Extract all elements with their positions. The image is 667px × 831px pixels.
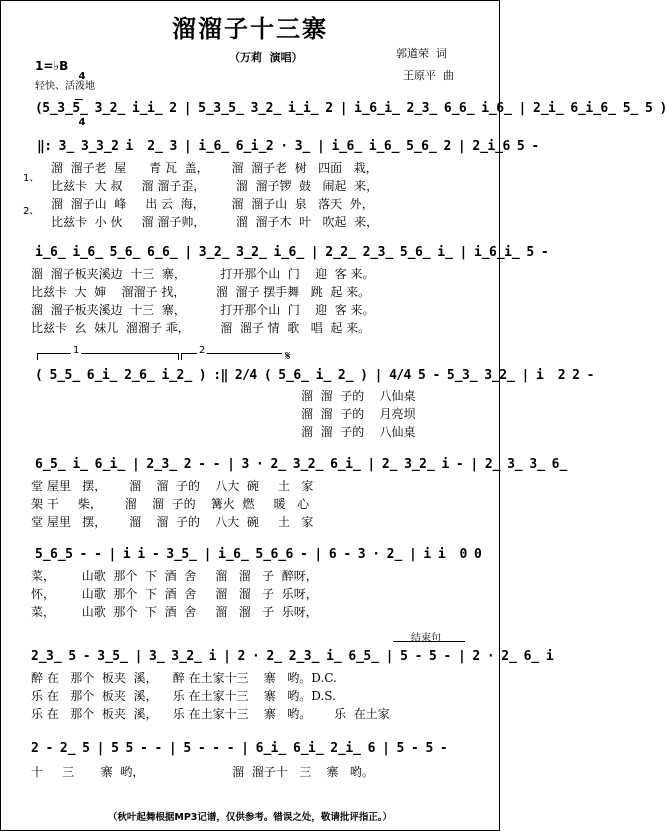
system-3-notes: ( 5̲5̲ 6̲i̲ 2̲6̲ i̲2̲ ) :‖ 2/4 ( 5̲6̲ i̲ 2̲ ) | 4/4 5 - 5̲3̲ 3̲2̲ | i 2 2 - [35, 368, 594, 383]
system-6-notes: 2̲3̲ 5 - 3̲5̲ | 3̲ 3̲2̲ i | 2 · 2̲ 2̲3̲ i̲ 6̲5̲ | 5 - 5 - | 2 · 2̲ 6̲ i [31, 649, 554, 664]
intro-line: (5̲3̲5̲ 3̲2̲ i̲i̲ 2 | 5̲3̲5̲ 3̲2̲ i̲i̲ 2 | i̲6̲i̲ 2̲3̲ 6̲6̲ i̲6̲ | 2̲i̲ 6̲i̲6̲ 5̲ 5 ) [35, 101, 667, 116]
footer-note: （秋叶起舞根据MP3记谱，仅供参考。错误之处，敬请批评指正。） [107, 812, 393, 823]
system-1-notes: ‖: 3̲ 3̲3̲2 i 2̲ 3 | i̲6̲ 6̲i̲2 · 3̲ | i̲6̲ i̲6̲ 5̲6̲ 2 | 2̲i̲6 5 - [37, 139, 539, 154]
system-5-lyric-1: 菜， 山歌 那个 下 酒 舍 溜 溜 子 醉呀， [31, 569, 318, 583]
time-signature-top: 4 [78, 71, 86, 82]
system-6-lyric-1: 醉 在 那个 板夹 溪， 醉 在土家十三 寨 哟。D.C. [31, 671, 337, 685]
system-2-lyric-1: 溜 溜子板夹溪边 十三 寨， 打开那个山 门 迎 客 来。 [31, 267, 375, 281]
verse-1-label: 1、 [23, 173, 40, 184]
system-5-lyric-2: 怀， 山歌 那个 下 酒 舍 溜 溜 子 乐呀， [31, 587, 318, 601]
system-3-lyric-3: 溜 溜 子的 八仙桌 [301, 425, 416, 439]
segno-sign: 𝄋 [285, 349, 291, 364]
time-signature-line [75, 99, 83, 100]
ending-bracket [393, 641, 465, 642]
volta-2-label: 2 [199, 345, 206, 356]
system-7-notes: 2 - 2̲ 5 | 5 5 - - | 5 - - - | 6̲i̲ 6̲i̲ 2̲i̲ 6 | 5 - 5 - [31, 741, 448, 756]
system-6-lyric-3: 乐 在 那个 板夹 溪， 乐 在土家十三 寨 哟。 乐 在土家 [31, 707, 390, 721]
system-4-lyric-1: 堂 屋里 摆， 溜 溜 子的 八大 碗 土 家 [31, 479, 314, 493]
system-7-lyric-1: 十 三 寨 哟， 溜 溜子十 三 寨 哟。 [31, 765, 374, 779]
verse-2-label: 2、 [23, 206, 40, 217]
system-2-notes: i̲6̲ i̲6̲ 5̲6̲ 6̲6̲ | 3̲2̲ 3̲2̲ i̲6̲ | 2̲2̲ 2̲3̲ 5̲6̲ i̲ | i̲6̲i̲ 5 - [35, 245, 549, 260]
system-1-lyric-2: 比兹卡 大 叔 溜 溜子歪， 溜 溜子锣 鼓 闹起 来， [51, 179, 379, 193]
song-title: 溜溜子十三寨 [172, 15, 328, 43]
system-2-lyric-4: 比兹卡 幺 妹儿 溜溜子 乖， 溜 溜子 情 歌 唱 起 来。 [31, 321, 371, 335]
system-6-lyric-2: 乐 在 那个 板夹 溪， 乐 在土家十三 寨 哟。D.S. [31, 689, 336, 703]
system-5-notes: 5̲6̲5 - - | i i - 3̲5̲ | i̲6̲ 5̲6̲6 - | 6 - 3 · 2̲ | i i 0 0 [35, 547, 482, 562]
system-1-lyric-4: 比兹卡 小 伙 溜 溜子帅， 溜 溜子木 叶 吹起 来， [51, 215, 379, 229]
system-4-lyric-3: 堂 屋里 摆， 溜 溜 子的 八大 碗 土 家 [31, 515, 314, 529]
key-signature: 1=♭B [35, 59, 69, 73]
system-2-lyric-3: 溜 溜子板夹溪边 十三 寨， 打开那个山 门 迎 客 来。 [31, 303, 375, 317]
tempo-marking: 轻快、活泼地 [35, 81, 95, 92]
time-signature-bottom: 4 [78, 117, 86, 128]
lyricist-credit: 郭道荣 词 [396, 47, 447, 60]
singer-credit: （万莉 演唱） [229, 51, 303, 64]
system-1-lyric-3: 溜 溜子山 峰 出 云 海， 溜 溜子山 泉 落天 外， [51, 197, 374, 211]
system-4-lyric-2: 架 干 柴， 溜 溜 子的 篝火 燃 暖 心 [31, 497, 310, 511]
system-3-lyric-1: 溜 溜 子的 八仙桌 [301, 389, 416, 403]
volta-bracket-1 [37, 353, 179, 360]
system-3-lyric-2: 溜 溜 子的 月亮坝 [301, 407, 416, 421]
time-signature [75, 54, 89, 145]
system-2-lyric-2: 比兹卡 大 婶 溜溜子 找， 溜 溜子 摆手舞 跳 起 来。 [31, 285, 371, 299]
volta-1-label: 1 [73, 345, 80, 356]
composer-credit: 王原平 曲 [403, 69, 454, 82]
system-4-notes: 6̲5̲ i̲ 6̲i̲ | 2̲3̲ 2 - - | 3 · 2̲ 3̲2̲ 6̲i̲ | 2̲ 3̲2̲ i - | 2̲ 3̲ 3̲ 6̲ [35, 457, 567, 472]
system-5-lyric-3: 菜， 山歌 那个 下 酒 舍 溜 溜 子 乐呀， [31, 605, 318, 619]
system-1-lyric-1: 溜 溜子老 屋 青 瓦 盖， 溜 溜子老 树 四面 栽， [51, 161, 378, 175]
ending-label: 结束句 [411, 633, 441, 644]
